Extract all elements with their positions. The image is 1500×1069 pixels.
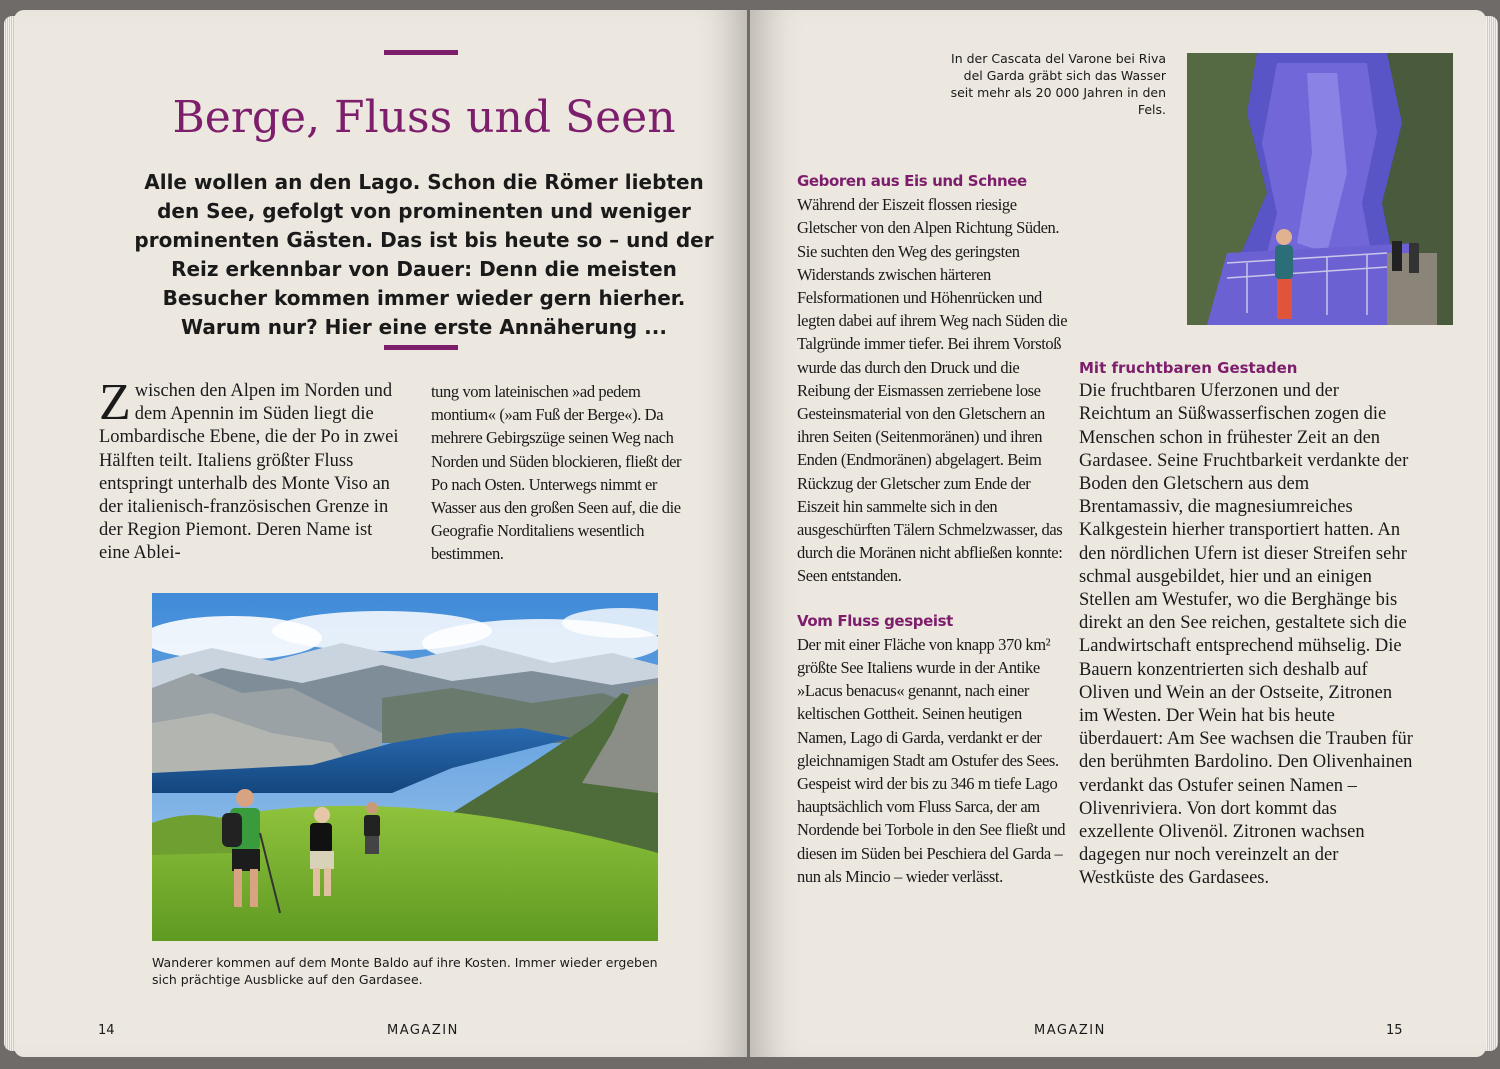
running-footer-left: MAGAZIN: [387, 1023, 459, 1038]
column-1-text: wischen den Alpen im Norden und dem Apennin im Süden liegt die Lombardische Ebene, die der Po in zwei Hälften teilt. Italiens größter Fluss entspringt unterhalb des Monte Viso an der italienisch-französischen Grenze in der Region Piemont. Deren Name ist eine Ablei-: [99, 381, 399, 564]
page-number-left: 14: [98, 1023, 115, 1038]
section-heading-ice-snow: Geboren aus Eis und Schnee: [797, 172, 1027, 190]
right-page: [750, 10, 1486, 1057]
section-heading-shores: Mit fruchtbaren Gestaden: [1079, 359, 1298, 377]
page-title: Berge, Fluss und Seen: [172, 92, 676, 143]
running-footer-right: MAGAZIN: [1034, 1023, 1106, 1038]
intro-paragraph: Alle wollen an den Lago. Schon die Römer liebten den See, gefolgt von prominenten und weniger prominenten Gästen. Das ist bis heute so – und der Reiz erkennbar von Dauer: Denn die meisten Besucher kommen immer wieder gern hierher. Warum nur? Hier eine erste Annäherung ...: [134, 170, 714, 339]
cascata-del-varone-photo: [1187, 53, 1453, 325]
section-text-ice-snow: Während der Eiszeit flossen riesige Gletscher von den Alpen Richtung Süden. Sie suchten den Weg des geringsten Widerstands zwischen härteren Felsformationen und Höhenrücken und legten dabei auf ihrem Weg nach Süden die Talgründe immer tiefer. Bei ihrem Vorstoß wurde das durch den Druck und die Reibung der Eismassen zerriebene lose Gesteinsmaterial von den Gletschern an ihren Seiten (Seitenmoränen) und ihren Enden (Endmoränen) abgelagert. Beim Rückzug der Gletscher zum Ende der Eiszeit hin sammelte sich in den ausgeschürften Tälern Schmelzwasser, das durch die Moränen nicht abfließen konnte: Seen entstanden.: [797, 195, 1068, 586]
left-page: [14, 10, 747, 1057]
monte-baldo-photo: [152, 593, 658, 941]
right-column-2: [1079, 357, 1414, 891]
book-edge-right: [1484, 16, 1498, 1051]
right-photo-caption: In der Cascata del Varone bei Riva del Garda gräbt sich das Wasser seit mehr als 20 000 Jahren in den Fels.: [950, 51, 1166, 117]
section-text-river: Der mit einer Fläche von knapp 370 km² größte See Italiens wurde in der Antike »Lacus benacus« genannt, nach einer keltischen Gottheit. Seinen heutigen Namen, Lago di Garda, verdankt er der gleichnamigen Stadt am Ostufer des Sees. Gespeist wird der bis zu 346 m tiefe Lago hauptsächlich vom Fluss Sarca, der am Nordende bei Torbole in den See fließt und diesen im Süden bei Peschiera del Garda – nun als Mincio – wieder verlässt.: [797, 634, 1066, 886]
page-number-right: 15: [1386, 1023, 1403, 1038]
drop-cap: Z: [99, 374, 131, 431]
left-column-2: tung vom lateinischen »ad pedem montium« (»am Fuß der Berge«). Da mehrere Gebirgszüge seinen Weg nach Norden und Süden blockieren, fließt der Po nach Osten. Unterwegs nimmt er Wasser aus den großen Seen auf, die die Geografie Norditaliens wesentlich bestimmen.: [431, 382, 682, 564]
left-photo-caption: Wanderer kommen auf dem Monte Baldo auf ihre Kosten. Immer wieder ergeben sich prächtige Ausblicke auf den Gardasee.: [152, 955, 658, 987]
hiker-3: [364, 802, 380, 854]
right-column-1: [797, 170, 1072, 888]
title-rule-top: [384, 50, 458, 55]
section-heading-river: Vom Fluss gespeist: [797, 611, 953, 630]
title-rule-bottom: [384, 345, 458, 350]
section-text-shores: Die fruchtbaren Uferzonen und der Reichtum an Süßwasserfischen zogen die Menschen schon in frühester Zeit an den Gardasee. Seine Fruchtbarkeit verdankte der Boden den Gletschern aus dem Brentamassiv, die magnesiumreiches Kalkgestein hierher transportiert hatten. An den nördlichen Ufern ist dieser Streifen sehr schmal ausgebildet, hier und an einigen Stellen am Westufer, wo die Berghänge bis direkt an den See reichen, gestaltete sich die Landwirtschaft entsprechend mühselig. Die Bauern konzentrierten sich deshalb auf Oliven und Wein an der Ostseite, Zitronen im Westen. Der Wein hat bis heute überdauert: Am See wachsen die Trauben für den berühmten Bardolino. Den Olivenhainen verdankt das Ostufer seinen Namen – Olivenriviera. Von dort kommt das exzellente Olivenöl. Zitronen wachsen dagegen nur noch vereinzelt an der Westküste des Gardasees.: [1079, 381, 1413, 889]
left-column-1: [99, 374, 404, 566]
